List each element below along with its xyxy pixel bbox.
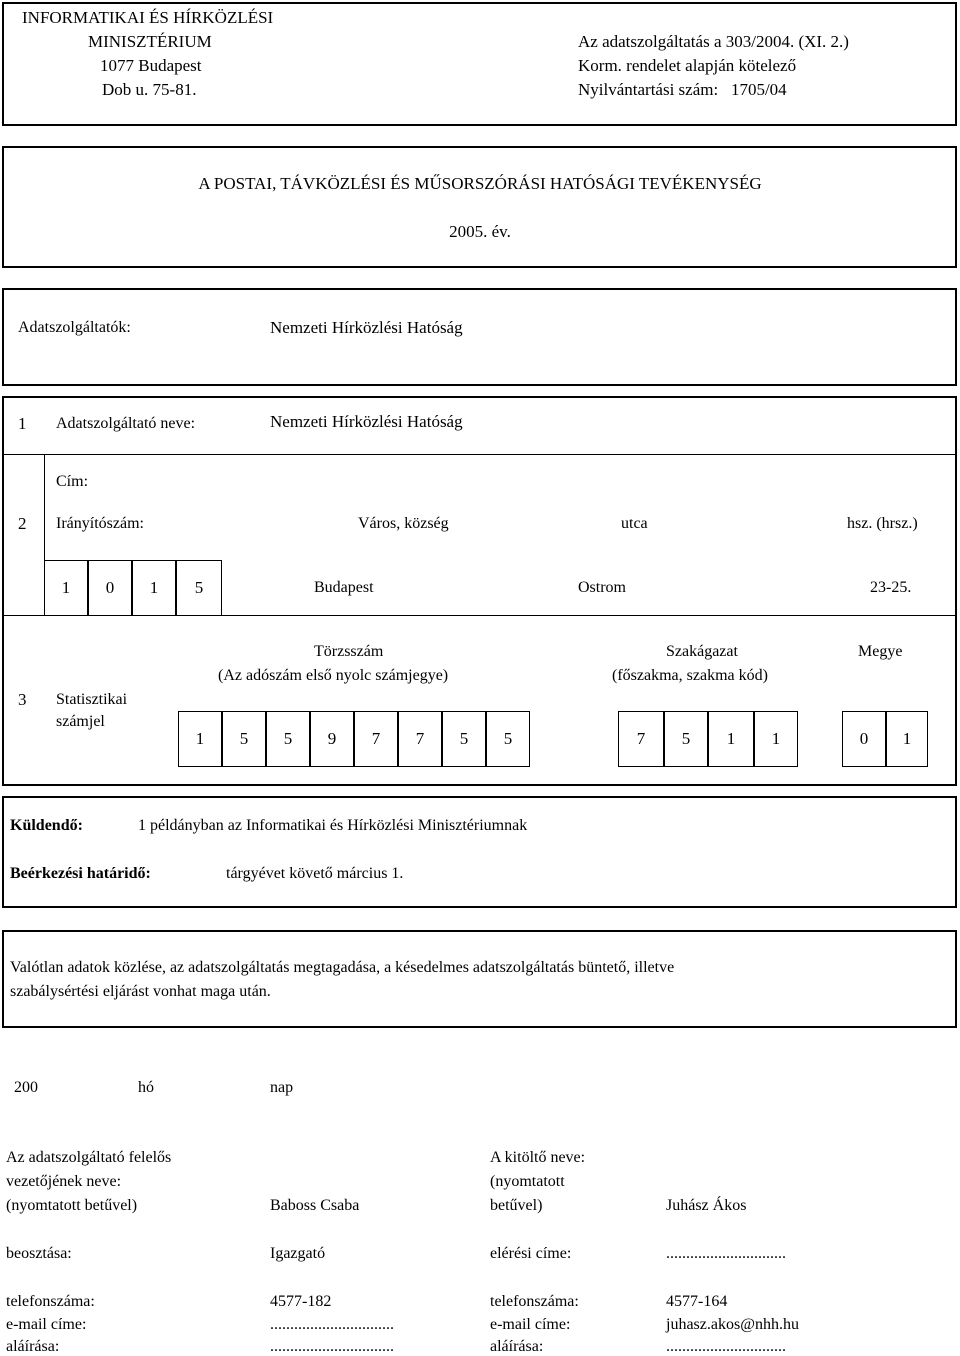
county-digit: 1 (902, 729, 912, 748)
send-to-label: Küldendő: (10, 817, 83, 834)
sector-digit: 7 (636, 729, 646, 748)
zip-digit-box (88, 560, 132, 616)
manager-signature: ............................... (270, 1338, 394, 1355)
filler-title-line2: (nyomtatott (490, 1173, 565, 1190)
manager-title-line3: (nyomtatott betűvel) (6, 1197, 138, 1214)
manager-position-label: beosztása: (6, 1245, 72, 1262)
deadline-label: Beérkezési határidő: (10, 865, 151, 882)
filler-email: juhasz.akos@nhh.hu (666, 1316, 799, 1333)
ministry-zip-city: 1077 Budapest (100, 56, 202, 75)
sector-digit: 1 (726, 729, 736, 748)
manager-email: ............................... (270, 1316, 394, 1333)
tax-number-subheader: (Az adószám első nyolc számjegye) (218, 667, 449, 684)
street-header: utca (621, 515, 648, 532)
title-box (2, 146, 957, 268)
tax-digit: 5 (283, 729, 293, 748)
filler-contact: .............................. (666, 1245, 786, 1262)
house-number-value: 23-25. (870, 579, 912, 596)
zip-digit: 0 (105, 578, 115, 597)
zip-digit-box (44, 560, 88, 616)
tax-digit: 5 (503, 729, 513, 748)
tax-digit-box (398, 711, 442, 767)
manager-signature-label: aláírása: (6, 1338, 60, 1355)
zip-digit-box (132, 560, 176, 616)
stat-number-label-line2: számjel (56, 713, 105, 730)
deadline-value: tárgyévet követő március 1. (226, 865, 404, 882)
filler-title-line1: A kitöltő neve: (490, 1149, 586, 1166)
manager-position: Igazgató (270, 1245, 326, 1262)
provider-name-label: Adatszolgáltató neve: (56, 415, 196, 432)
sector-digit-box (618, 711, 664, 767)
city-value: Budapest (314, 579, 374, 596)
zip-digit: 5 (194, 578, 204, 597)
providers-value: Nemzeti Hírközlési Hatóság (270, 318, 463, 337)
tax-digit: 7 (371, 729, 381, 748)
row-number-2: 2 (18, 514, 27, 533)
date-year: 200 (14, 1079, 38, 1096)
tax-number-header: Törzsszám (314, 643, 384, 660)
sector-digit: 1 (771, 729, 781, 748)
ministry-street: Dob u. 75-81. (102, 80, 197, 99)
warning-text-line1: Valótlan adatok közlése, az adatszolgáltatás megtagadása, a késedelmes adatszolgáltatás büntető, illetve (10, 959, 675, 976)
legal-basis-line2: Korm. rendelet alapján kötelező (578, 56, 797, 75)
county-header: Megye (858, 643, 903, 660)
tax-digit: 9 (327, 729, 337, 748)
provider-name-value: Nemzeti Hírközlési Hatóság (270, 412, 463, 431)
filler-signature-label: aláírása: (490, 1338, 544, 1355)
legal-basis-line1: Az adatszolgáltatás a 303/2004. (XI. 2.) (578, 32, 849, 51)
ministry-name-line1: INFORMATIKAI ÉS HÍRKÖZLÉSI (22, 8, 274, 27)
manager-phone: 4577-182 (270, 1293, 332, 1310)
sector-digit-box (708, 711, 754, 767)
zip-digit: 1 (149, 578, 159, 597)
tax-digit-box (354, 711, 398, 767)
sector-digit-box (754, 711, 798, 767)
street-value: Ostrom (578, 579, 626, 596)
manager-title-line2: vezetőjének neve: (6, 1173, 122, 1190)
tax-digit-box (486, 711, 530, 767)
filler-phone: 4577-164 (666, 1293, 728, 1310)
row-divider-1 (2, 454, 957, 455)
house-number-header: hsz. (hrsz.) (847, 515, 918, 532)
zip-digit: 1 (61, 578, 71, 597)
sector-digit: 5 (681, 729, 691, 748)
tax-digit-box (266, 711, 310, 767)
warning-text-line2: szabálysértési eljárást vonhat maga után. (10, 983, 271, 1000)
filler-email-label: e-mail címe: (490, 1316, 571, 1333)
tax-digit: 5 (459, 729, 469, 748)
form-year: 2005. év. (449, 222, 511, 241)
tax-digit: 7 (415, 729, 425, 748)
tax-digit-box (178, 711, 222, 767)
ministry-name-line2: MINISZTÉRIUM (88, 32, 212, 51)
filler-title-line3: betűvel) (490, 1197, 543, 1214)
manager-title-line1: Az adatszolgáltató felelős (6, 1149, 172, 1166)
address-label: Cím: (56, 473, 89, 490)
manager-phone-label: telefonszáma: (6, 1293, 95, 1310)
tax-digit: 1 (195, 729, 205, 748)
row-number-3: 3 (18, 690, 27, 709)
sector-header: Szakágazat (666, 643, 738, 660)
filler-signature: .............................. (666, 1338, 786, 1355)
filler-contact-label: elérési címe: (490, 1245, 572, 1262)
county-digit: 0 (859, 729, 869, 748)
city-header: Város, község (358, 515, 449, 532)
send-to-value: 1 példányban az Informatikai és Hírközlési Minisztériumnak (138, 817, 528, 834)
submission-box (2, 796, 957, 908)
manager-email-label: e-mail címe: (6, 1316, 87, 1333)
tax-digit: 5 (239, 729, 249, 748)
county-digit-box (886, 711, 928, 767)
sector-digit-box (664, 711, 708, 767)
tax-digit-box (222, 711, 266, 767)
tax-digit-box (442, 711, 486, 767)
providers-box (2, 288, 957, 386)
row-number-1: 1 (18, 414, 27, 433)
county-digit-box (842, 711, 886, 767)
zip-digit-box (176, 560, 222, 616)
filler-phone-label: telefonszáma: (490, 1293, 579, 1310)
tax-digit-box (310, 711, 354, 767)
filler-name: Juhász Ákos (666, 1197, 747, 1214)
providers-label: Adatszolgáltatók: (18, 319, 131, 336)
date-month: hó (138, 1079, 154, 1096)
date-day: nap (270, 1079, 294, 1096)
warning-box (2, 930, 957, 1028)
registration-number: Nyilvántartási szám: 1705/04 (578, 80, 787, 99)
zip-header: Irányítószám: (56, 515, 144, 532)
manager-name: Baboss Csaba (270, 1197, 360, 1214)
form-title: A POSTAI, TÁVKÖZLÉSI ÉS MŰSORSZÓRÁSI HATÓSÁGI TEVÉKENYSÉG (198, 174, 762, 193)
sector-subheader: (főszakma, szakma kód) (612, 667, 768, 684)
stat-number-label-line1: Statisztikai (56, 691, 128, 708)
